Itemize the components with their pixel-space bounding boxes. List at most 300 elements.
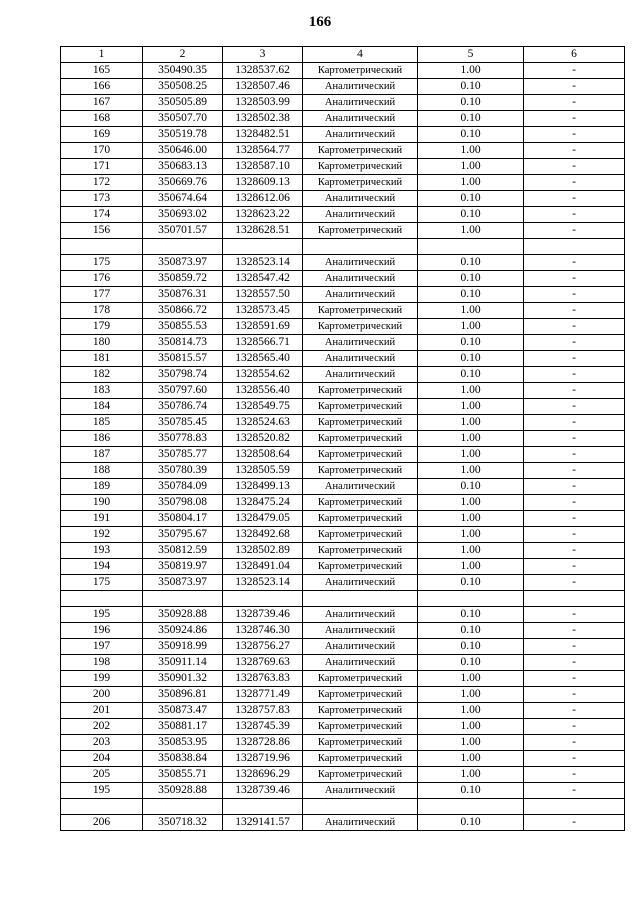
method-cell: Аналитический [303,191,418,207]
accuracy-cell: 1.00 [418,63,524,79]
accuracy-cell: 0.10 [418,111,524,127]
point-number-cell: 165 [61,63,143,79]
table-row [61,639,625,655]
accuracy-cell: 1.00 [418,735,524,751]
method-cell: Картометрический [303,175,418,191]
point-number-cell: 186 [61,431,143,447]
note-cell: - [524,655,625,671]
x-coordinate-cell: 350855.53 [143,319,223,335]
y-coordinate-cell: 1328696.29 [223,767,303,783]
note-cell [524,239,625,255]
y-coordinate-cell: 1328763.83 [223,671,303,687]
note-cell: - [524,607,625,623]
accuracy-cell: 0.10 [418,367,524,383]
table-row [61,527,625,543]
table-row [61,463,625,479]
separator-row [61,239,625,255]
x-coordinate-cell: 350795.67 [143,527,223,543]
table-row [61,271,625,287]
note-cell: - [524,95,625,111]
table-row [61,655,625,671]
y-coordinate-cell: 1328547.42 [223,271,303,287]
method-cell: Картометрический [303,447,418,463]
y-coordinate-cell: 1328503.99 [223,95,303,111]
y-coordinate-cell: 1328479.05 [223,511,303,527]
table-row [61,95,625,111]
y-coordinate-cell: 1328508.64 [223,447,303,463]
accuracy-cell: 1.00 [418,751,524,767]
x-coordinate-cell: 350866.72 [143,303,223,319]
note-cell: - [524,399,625,415]
x-coordinate-cell: 350786.74 [143,399,223,415]
y-coordinate-cell: 1328757.83 [223,703,303,719]
accuracy-cell: 1.00 [418,527,524,543]
accuracy-cell: 1.00 [418,399,524,415]
table-row [61,351,625,367]
x-coordinate-cell [143,239,223,255]
accuracy-cell: 0.10 [418,783,524,799]
x-coordinate-cell: 350505.89 [143,95,223,111]
table-row [61,207,625,223]
method-cell: Картометрический [303,159,418,175]
table-row [61,687,625,703]
table-row [61,319,625,335]
accuracy-cell: 0.10 [418,79,524,95]
point-number-cell: 169 [61,127,143,143]
y-coordinate-cell: 1328520.82 [223,431,303,447]
note-cell: - [524,111,625,127]
x-coordinate-cell: 350881.17 [143,719,223,735]
y-coordinate-cell: 1328523.14 [223,255,303,271]
x-coordinate-cell: 350778.83 [143,431,223,447]
accuracy-cell: 0.10 [418,479,524,495]
method-cell: Картометрический [303,463,418,479]
x-coordinate-cell: 350873.97 [143,575,223,591]
x-coordinate-cell: 350519.78 [143,127,223,143]
point-number-cell: 190 [61,495,143,511]
table-row [61,719,625,735]
note-cell: - [524,351,625,367]
note-cell: - [524,783,625,799]
y-coordinate-cell: 1328491.04 [223,559,303,575]
point-number-cell: 187 [61,447,143,463]
accuracy-cell: 0.10 [418,815,524,831]
method-cell: Картометрический [303,223,418,239]
point-number-cell: 167 [61,95,143,111]
accuracy-cell: 0.10 [418,351,524,367]
note-cell: - [524,287,625,303]
method-cell: Аналитический [303,335,418,351]
separator-row [61,799,625,815]
x-coordinate-cell: 350859.72 [143,271,223,287]
table-row [61,735,625,751]
method-cell: Картометрический [303,751,418,767]
method-cell: Аналитический [303,207,418,223]
y-coordinate-cell: 1328591.69 [223,319,303,335]
column-header: 6 [524,47,625,63]
point-number-cell: 170 [61,143,143,159]
accuracy-cell [418,239,524,255]
y-coordinate-cell [223,591,303,607]
accuracy-cell: 1.00 [418,463,524,479]
note-cell: - [524,543,625,559]
y-coordinate-cell: 1328739.46 [223,783,303,799]
accuracy-cell: 1.00 [418,159,524,175]
method-cell: Аналитический [303,367,418,383]
column-header: 4 [303,47,418,63]
point-number-cell: 206 [61,815,143,831]
point-number-cell: 199 [61,671,143,687]
x-coordinate-cell: 350804.17 [143,511,223,527]
table-row [61,479,625,495]
y-coordinate-cell: 1328482.51 [223,127,303,143]
x-coordinate-cell: 350924.86 [143,623,223,639]
table-row [61,143,625,159]
method-cell: Картометрический [303,431,418,447]
note-cell: - [524,719,625,735]
note-cell: - [524,271,625,287]
table-row [61,303,625,319]
column-header: 1 [61,47,143,63]
accuracy-cell: 1.00 [418,415,524,431]
table-row [61,511,625,527]
y-coordinate-cell: 1328505.59 [223,463,303,479]
method-cell: Картометрический [303,527,418,543]
x-coordinate-cell: 350814.73 [143,335,223,351]
table-row [61,191,625,207]
y-coordinate-cell: 1328612.06 [223,191,303,207]
table-row [61,559,625,575]
x-coordinate-cell: 350873.47 [143,703,223,719]
method-cell: Картометрический [303,319,418,335]
y-coordinate-cell: 1328573.45 [223,303,303,319]
y-coordinate-cell: 1328499.13 [223,479,303,495]
method-cell: Аналитический [303,623,418,639]
accuracy-cell: 1.00 [418,767,524,783]
note-cell: - [524,431,625,447]
accuracy-cell: 0.10 [418,287,524,303]
y-coordinate-cell: 1328557.50 [223,287,303,303]
accuracy-cell: 1.00 [418,703,524,719]
note-cell: - [524,495,625,511]
accuracy-cell: 1.00 [418,175,524,191]
x-coordinate-cell: 350701.57 [143,223,223,239]
x-coordinate-cell: 350674.64 [143,191,223,207]
point-number-cell: 175 [61,255,143,271]
method-cell: Картометрический [303,543,418,559]
x-coordinate-cell: 350508.25 [143,79,223,95]
accuracy-cell: 0.10 [418,607,524,623]
table-row [61,783,625,799]
x-coordinate-cell: 350928.88 [143,783,223,799]
point-number-cell: 183 [61,383,143,399]
accuracy-cell: 1.00 [418,223,524,239]
table-row [61,671,625,687]
accuracy-cell: 1.00 [418,671,524,687]
point-number-cell: 194 [61,559,143,575]
point-number-cell: 189 [61,479,143,495]
x-coordinate-cell: 350683.13 [143,159,223,175]
accuracy-cell: 1.00 [418,687,524,703]
accuracy-cell: 1.00 [418,511,524,527]
x-coordinate-cell: 350812.59 [143,543,223,559]
page-number: 166 [308,14,332,30]
accuracy-cell [418,799,524,815]
table-body [61,63,625,831]
note-cell: - [524,639,625,655]
note-cell: - [524,159,625,175]
method-cell: Картометрический [303,559,418,575]
point-number-cell: 177 [61,287,143,303]
column-header: 5 [418,47,524,63]
point-number-cell: 168 [61,111,143,127]
method-cell: Аналитический [303,287,418,303]
table-row [61,335,625,351]
table-row [61,623,625,639]
point-number-cell: 166 [61,79,143,95]
x-coordinate-cell: 350785.45 [143,415,223,431]
note-cell: - [524,687,625,703]
table-row [61,399,625,415]
note-cell [524,799,625,815]
note-cell: - [524,559,625,575]
table-row [61,63,625,79]
method-cell: Картометрический [303,383,418,399]
table-row [61,111,625,127]
note-cell: - [524,79,625,95]
point-number-cell: 176 [61,271,143,287]
x-coordinate-cell: 350876.31 [143,287,223,303]
table-row [61,607,625,623]
note-cell: - [524,319,625,335]
table-row [61,79,625,95]
table-row [61,127,625,143]
method-cell: Картометрический [303,143,418,159]
y-coordinate-cell: 1328739.46 [223,607,303,623]
x-coordinate-cell: 350815.57 [143,351,223,367]
method-cell: Аналитический [303,639,418,655]
x-coordinate-cell: 350669.76 [143,175,223,191]
note-cell: - [524,223,625,239]
note-cell: - [524,527,625,543]
note-cell: - [524,751,625,767]
accuracy-cell: 0.10 [418,127,524,143]
method-cell: Картометрический [303,719,418,735]
y-coordinate-cell: 1328587.10 [223,159,303,175]
point-number-cell: 188 [61,463,143,479]
point-number-cell: 173 [61,191,143,207]
table-row [61,767,625,783]
point-number-cell: 205 [61,767,143,783]
point-number-cell: 191 [61,511,143,527]
y-coordinate-cell: 1328524.63 [223,415,303,431]
x-coordinate-cell: 350784.09 [143,479,223,495]
accuracy-cell: 0.10 [418,271,524,287]
point-number-cell: 172 [61,175,143,191]
point-number-cell [61,239,143,255]
accuracy-cell: 0.10 [418,639,524,655]
method-cell: Аналитический [303,351,418,367]
accuracy-cell: 0.10 [418,575,524,591]
x-coordinate-cell: 350780.39 [143,463,223,479]
point-number-cell: 178 [61,303,143,319]
y-coordinate-cell: 1328609.13 [223,175,303,191]
x-coordinate-cell: 350901.32 [143,671,223,687]
y-coordinate-cell [223,799,303,815]
x-coordinate-cell: 350718.32 [143,815,223,831]
x-coordinate-cell: 350918.99 [143,639,223,655]
separator-row [61,591,625,607]
note-cell: - [524,207,625,223]
note-cell: - [524,447,625,463]
method-cell: Аналитический [303,655,418,671]
point-number-cell: 195 [61,783,143,799]
accuracy-cell: 0.10 [418,335,524,351]
y-coordinate-cell: 1328628.51 [223,223,303,239]
accuracy-cell: 1.00 [418,383,524,399]
table-row [61,815,625,831]
method-cell: Аналитический [303,95,418,111]
y-coordinate-cell: 1328769.63 [223,655,303,671]
table-row [61,703,625,719]
table-row [61,175,625,191]
table-row [61,431,625,447]
y-coordinate-cell: 1328745.39 [223,719,303,735]
column-header: 3 [223,47,303,63]
x-coordinate-cell: 350853.95 [143,735,223,751]
accuracy-cell: 0.10 [418,655,524,671]
y-coordinate-cell: 1328728.86 [223,735,303,751]
note-cell: - [524,367,625,383]
note-cell: - [524,175,625,191]
y-coordinate-cell: 1329141.57 [223,815,303,831]
accuracy-cell: 1.00 [418,495,524,511]
x-coordinate-cell: 350838.84 [143,751,223,767]
note-cell [524,591,625,607]
table-header-row [61,47,625,63]
note-cell: - [524,735,625,751]
x-coordinate-cell: 350798.08 [143,495,223,511]
method-cell [303,239,418,255]
point-number-cell: 179 [61,319,143,335]
method-cell: Аналитический [303,783,418,799]
note-cell: - [524,335,625,351]
note-cell: - [524,143,625,159]
x-coordinate-cell: 350490.35 [143,63,223,79]
y-coordinate-cell: 1328771.49 [223,687,303,703]
point-number-cell: 182 [61,367,143,383]
accuracy-cell: 0.10 [418,95,524,111]
method-cell: Аналитический [303,255,418,271]
method-cell: Картометрический [303,671,418,687]
note-cell: - [524,463,625,479]
point-number-cell: 171 [61,159,143,175]
x-coordinate-cell: 350896.81 [143,687,223,703]
table-row [61,495,625,511]
accuracy-cell [418,591,524,607]
x-coordinate-cell: 350693.02 [143,207,223,223]
x-coordinate-cell: 350507.70 [143,111,223,127]
note-cell: - [524,511,625,527]
note-cell: - [524,575,625,591]
point-number-cell: 193 [61,543,143,559]
x-coordinate-cell: 350785.77 [143,447,223,463]
table-row [61,287,625,303]
point-number-cell: 202 [61,719,143,735]
accuracy-cell: 1.00 [418,431,524,447]
point-number-cell: 198 [61,655,143,671]
point-number-cell [61,591,143,607]
y-coordinate-cell: 1328756.27 [223,639,303,655]
accuracy-cell: 0.10 [418,191,524,207]
y-coordinate-cell: 1328475.24 [223,495,303,511]
table-row [61,367,625,383]
accuracy-cell: 1.00 [418,143,524,159]
point-number-cell [61,799,143,815]
point-number-cell: 180 [61,335,143,351]
column-header: 2 [143,47,223,63]
coordinates-table [60,46,625,831]
y-coordinate-cell: 1328746.30 [223,623,303,639]
method-cell: Аналитический [303,271,418,287]
y-coordinate-cell: 1328623.22 [223,207,303,223]
note-cell: - [524,303,625,319]
accuracy-cell: 0.10 [418,255,524,271]
y-coordinate-cell: 1328523.14 [223,575,303,591]
x-coordinate-cell: 350873.97 [143,255,223,271]
y-coordinate-cell: 1328565.40 [223,351,303,367]
method-cell: Картометрический [303,735,418,751]
method-cell: Аналитический [303,815,418,831]
x-coordinate-cell: 350855.71 [143,767,223,783]
y-coordinate-cell: 1328502.89 [223,543,303,559]
table-row [61,447,625,463]
table-row [61,159,625,175]
method-cell [303,591,418,607]
x-coordinate-cell: 350797.60 [143,383,223,399]
accuracy-cell: 1.00 [418,719,524,735]
table-row [61,383,625,399]
method-cell: Аналитический [303,575,418,591]
accuracy-cell: 1.00 [418,543,524,559]
y-coordinate-cell: 1328564.77 [223,143,303,159]
x-coordinate-cell: 350911.14 [143,655,223,671]
y-coordinate-cell: 1328492.68 [223,527,303,543]
method-cell: Аналитический [303,607,418,623]
method-cell: Картометрический [303,303,418,319]
note-cell: - [524,191,625,207]
method-cell [303,799,418,815]
method-cell: Картометрический [303,495,418,511]
note-cell: - [524,767,625,783]
point-number-cell: 192 [61,527,143,543]
accuracy-cell: 1.00 [418,447,524,463]
point-number-cell: 200 [61,687,143,703]
note-cell: - [524,127,625,143]
method-cell: Картометрический [303,767,418,783]
point-number-cell: 156 [61,223,143,239]
accuracy-cell: 1.00 [418,559,524,575]
point-number-cell: 201 [61,703,143,719]
table-row [61,223,625,239]
method-cell: Аналитический [303,479,418,495]
point-number-cell: 204 [61,751,143,767]
note-cell: - [524,671,625,687]
table-row [61,255,625,271]
y-coordinate-cell [223,239,303,255]
x-coordinate-cell [143,591,223,607]
y-coordinate-cell: 1328566.71 [223,335,303,351]
